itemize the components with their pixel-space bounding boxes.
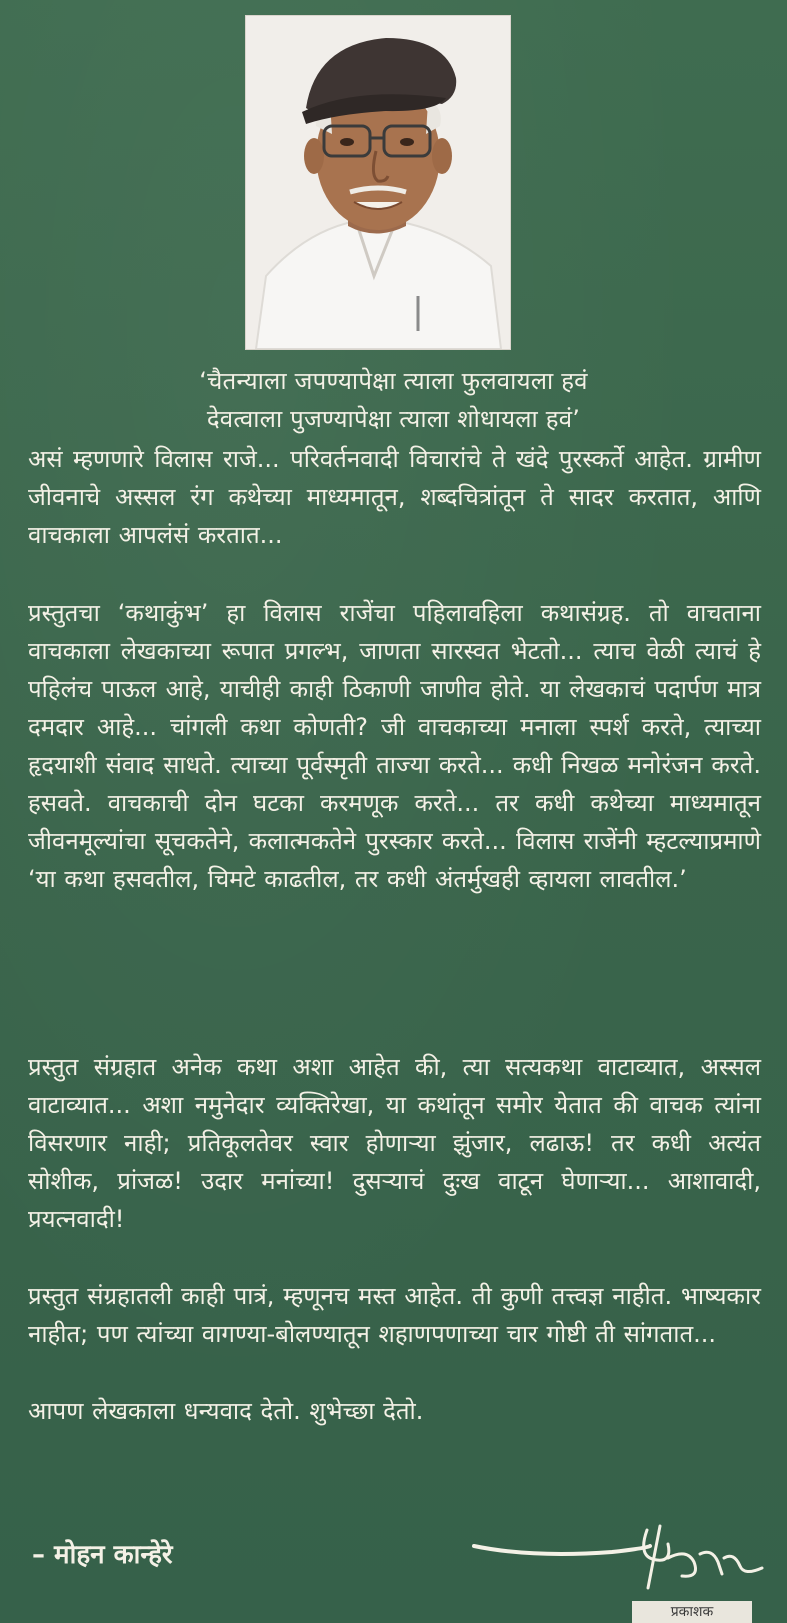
paragraph-1: असं म्हणणारे विलास राजे... परिवर्तनवादी विचारांचे ते खंदे पुरस्कर्ते आहेत. ग्रामीण जीवनाचे अस्सल रंग कथेच्या माध्यमातून, शब्दचित्रांतून ते सादर करतात, आणि वाचकाला आपलंसं करतात... — [28, 445, 761, 549]
author-name: – मोहन कान्हेरे — [32, 1540, 173, 1570]
paragraph-4: प्रस्तुत संग्रहातली काही पात्रं, म्हणूनच मस्त आहेत. ती कुणी तत्त्वज्ञ नाहीत. भाष्यकार नाहीत; पण त्यांच्या वागण्या-बोलण्यातून शहाणपणाच्या चार गोष्टी ती सांगतात... — [28, 1282, 761, 1348]
author-photo — [245, 15, 511, 350]
quote-line-1: ‘चैतन्याला जपण्यापेक्षा त्याला फुलवायला हवं — [199, 367, 588, 395]
paragraph-5: आपण लेखकाला धन्यवाद देतो. शुभेच्छा देतो. — [28, 1397, 424, 1425]
publisher-signature — [472, 1518, 772, 1598]
portrait-image — [246, 16, 510, 349]
paragraph-2: प्रस्तुतचा ‘कथाकुंभ’ हा विलास राजेंचा पहिलावहिला कथासंग्रह. तो वाचताना वाचकाला लेखकाच्या रूपात प्रगल्भ, जाणता सारस्वत भेटतो... त्याच वेळी त्याचं हे पहिलंच पाऊल आहे, याचीही काही ठिकाणी जाणीव होते. या लेखकाचं पदार्पण मात्र दमदार आहे... चांगली कथा कोणती? जी वाचकाच्या मनाला स्पर्श करते, त्याच्या हृदयाशी संवाद साधते. त्याच्या पूर्वस्मृती ताज्या करते... कधी निखळ मनोरंजन करते. हसवते. वाचकाची दोन घटका करमणूक करते... तर कधी कथेच्या माध्यमातून जीवनमूल्यांचा सूचकतेने, कलात्मकतेने पुरस्कार करते... विलास राजेंनी म्हटल्याप्रमाणे ‘या कथा हसवतील, चिमटे काढतील, तर कधी अंतर्मुखही व्हायला लावतील.’ — [28, 599, 761, 893]
publisher-label: प्रकाशक — [632, 1601, 752, 1623]
quote-line-2: देवत्वाला पुजण्यापेक्षा त्याला शोधायला हवं’ — [206, 405, 581, 433]
paragraph-3: प्रस्तुत संग्रहात अनेक कथा अशा आहेत की, त्या सत्यकथा वाटाव्यात, अस्सल वाटाव्यात... अशा नमुनेदार व्यक्तिरेखा, या कथांतून समोर येतात की वाचक त्यांना विसरणार नाही; प्रतिकूलतेवर स्वार होणाऱ्या झुंजार, लढाऊ! तर कधी अत्यंत सोशीक, प्रांजळ! उदार मनांच्या! दुसऱ्याचं दुःख वाटून घेणाऱ्या... आशावादी, प्रयत्नवादी! — [28, 1053, 761, 1233]
